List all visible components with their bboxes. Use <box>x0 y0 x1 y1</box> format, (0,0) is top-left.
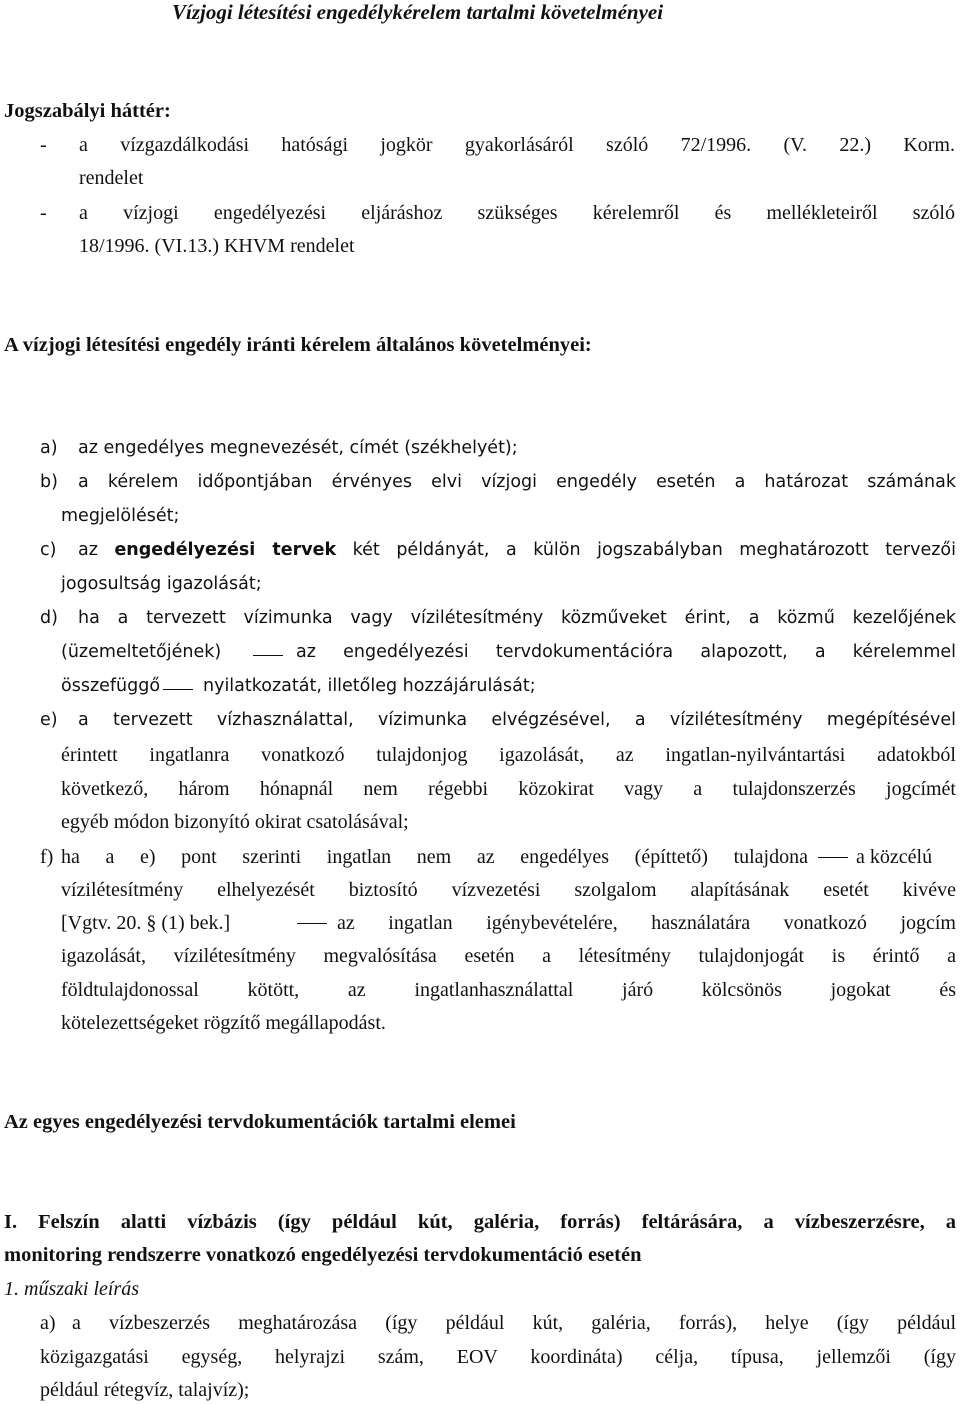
legal-item-line: 18/1996. (VI.13.) KHVM rendelet <box>79 235 355 257</box>
item-text: a vízbeszerzés meghatározása (így például kút, galéria, forrás), helye (így például <box>72 1312 956 1334</box>
item-text: ha a tervezett vízimunka vagy vízilétesítmény közműveket érint, a közmű kezelőjének <box>78 608 956 628</box>
item-marker: a) <box>40 438 58 458</box>
item-text: földtulajdonossal kötött, az ingatlanhasználattal járó kölcsönös jogokat és <box>61 979 956 1001</box>
em-dash <box>253 655 283 656</box>
item-text: (üzemeltetőjének) <box>61 642 222 662</box>
item-text: a kérelem időpontjában érvényes elvi vízjogi engedély esetén a határozat számának <box>78 472 956 492</box>
item-text: az engedélyes megnevezését, címét (székhelyét); <box>78 438 518 458</box>
item-text: igazolását, vízilétesítmény megvalósítása esetén a létesítmény tulajdonjogát is érintő a <box>61 945 956 967</box>
section-heading: monitoring rendszerre vonatkozó engedélyezési tervdokumentáció esetén <box>4 1244 642 1266</box>
item-text: kötelezettségeket rögzítő megállapodást. <box>61 1012 386 1034</box>
em-dash <box>818 857 848 858</box>
item-text: érintett ingatlanra vonatkozó tulajdonjog igazolását, az ingatlan-nyilvántartási adatokból <box>61 744 956 766</box>
item-text: a közcélú <box>856 846 933 868</box>
item-marker: c) <box>40 540 57 560</box>
item-text-pre: az <box>78 540 115 560</box>
item-text: ha a e) pont szerinti ingatlan nem az engedélyes (építtető) tulajdona <box>61 846 808 868</box>
item-text: nyilatkozatát, illetőleg hozzájárulását; <box>203 676 536 696</box>
legal-heading: Jogszabályi háttér: <box>4 100 171 122</box>
item-text: [Vgtv. 20. § (1) bek.] <box>61 912 231 934</box>
item-text: közigazgatási egység, helyrajzi szám, EOV koordináta) célja, típusa, jellemzői (így <box>40 1346 956 1368</box>
item-text: vízilétesítmény elhelyezését biztosító vízvezetési szolgalom alapításának esetét kivéve <box>61 879 956 901</box>
section-heading: I. Felszín alatti vízbázis (így például kút, galéria, forrás) feltárására, a vízbeszerzésre, a <box>4 1211 956 1233</box>
item-text: következő, három hónapnál nem régebbi közokirat vagy a tulajdonszerzés jogcímét <box>61 778 956 800</box>
item-text-post: két példányát, a külön jogszabályban meghatározott tervezői <box>336 540 956 560</box>
item-marker: b) <box>40 472 58 492</box>
item-marker: a) <box>40 1312 56 1334</box>
item-marker: f) <box>40 846 54 868</box>
item-text: az engedélyezési tervdokumentációra alapozott, a kérelemmel <box>296 642 956 662</box>
item-text: egyéb módon bizonyító okirat csatolásával; <box>61 811 409 833</box>
item-text: a tervezett vízhasználattal, vízimunka elvégzésével, a vízilétesítmény megépítésével <box>78 710 956 730</box>
legal-item-line: rendelet <box>79 167 144 189</box>
legal-bullet: - <box>40 202 47 224</box>
section-heading: Az egyes engedélyezési tervdokumentációk tartalmi elemei <box>4 1111 516 1133</box>
legal-item-line: a vízjogi engedélyezési eljáráshoz szükséges kérelemről és mellékleteiről szóló <box>79 202 955 224</box>
item-text <box>78 542 956 560</box>
document-title: Vízjogi létesítési engedélykérelem tartalmi követelményei <box>172 0 664 24</box>
item-text: például rétegvíz, talajvíz); <box>40 1379 250 1401</box>
item-marker: d) <box>40 608 58 628</box>
item-text-bold: engedélyezési tervek <box>114 540 337 560</box>
item-text: összefüggő <box>61 676 161 696</box>
legal-item-line: a vízgazdálkodási hatósági jogkör gyakorlásáról szóló 72/1996. (V. 22.) Korm. <box>79 134 955 156</box>
sub-heading: 1. műszaki leírás <box>4 1278 139 1300</box>
item-text: megjelölését; <box>61 506 180 526</box>
legal-bullet: - <box>40 134 47 156</box>
item-text: az ingatlan igénybevételére, használatára vonatkozó jogcím <box>337 912 956 934</box>
em-dash <box>163 689 193 690</box>
general-heading: A vízjogi létesítési engedély iránti kérelem általános követelményei: <box>4 334 592 356</box>
item-text: jogosultság igazolását; <box>61 574 262 594</box>
item-marker: e) <box>40 710 58 730</box>
em-dash <box>297 923 327 924</box>
